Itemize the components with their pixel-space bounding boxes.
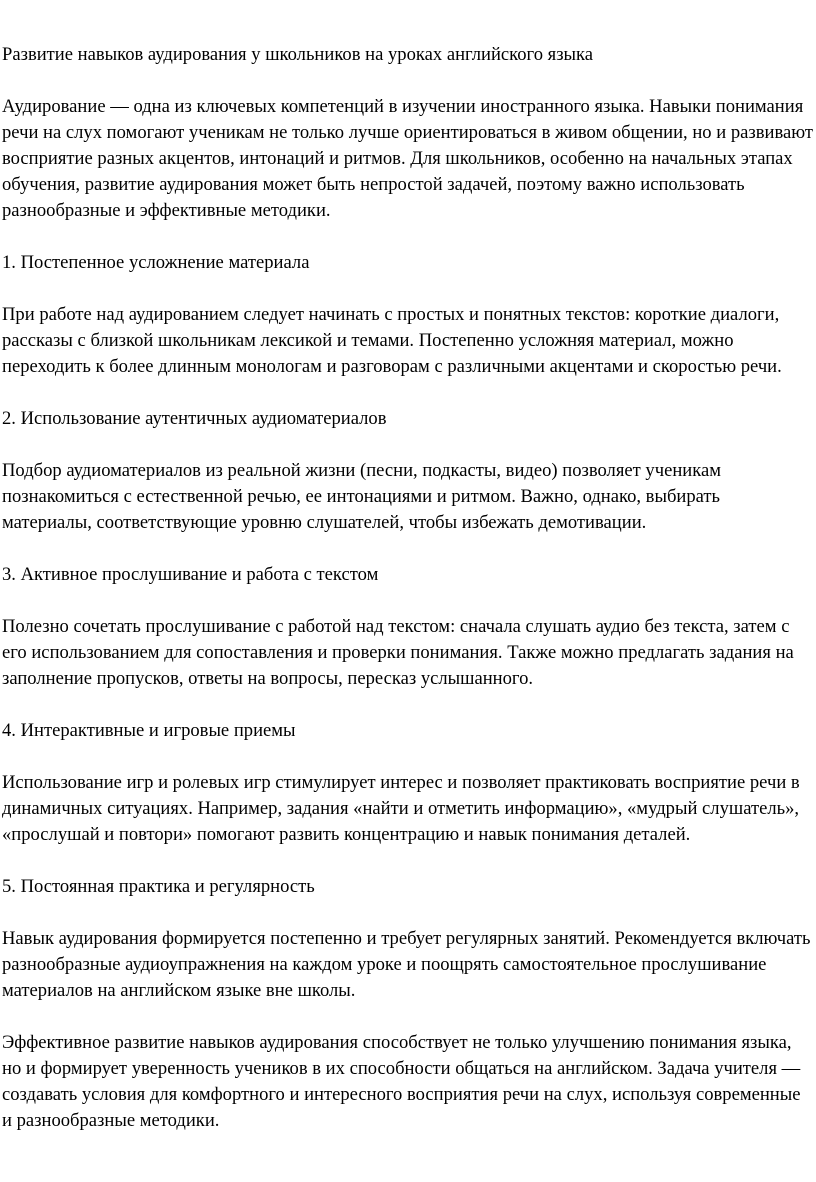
section-body-2: Подбор аудиоматериалов из реальной жизни (песни, подкасты, видео) позволяет ученикам познакомиться с естественной речью, ее интонациями и ритмом. Важно, однако, выбирать материалы, соответствующие уровню слушателей, чтобы избежать демотивации. — [2, 460, 721, 533]
document-title: Развитие навыков аудирования у школьников на уроках английского языка — [2, 44, 594, 65]
conclusion-paragraph: Эффективное развитие навыков аудирования способствует не только улучшению понимания языка, но и формирует уверенность учеников в их способности общаться на английском. Задача учителя — создавать условия для комфортного и интересного восприятия речи на слух, используя современные и разнообразные методики. — [2, 1032, 801, 1131]
section-heading-1: 1. Постепенное усложнение материала — [2, 252, 310, 273]
section-heading-5: 5. Постоянная практика и регулярность — [2, 876, 315, 897]
section-body-4: Использование игр и ролевых игр стимулирует интерес и позволяет практиковать восприятие речи в динамичных ситуациях. Например, задания «найти и отметить информацию», «мудрый слушатель», «прослушай и повтори» помогают развить концентрацию и навык понимания деталей. — [2, 772, 800, 845]
section-heading-3: 3. Активное прослушивание и работа с текстом — [2, 564, 379, 585]
section-heading-4: 4. Интерактивные и игровые приемы — [2, 720, 296, 741]
section-body-1: При работе над аудированием следует начинать с простых и понятных текстов: короткие диалоги, рассказы с близкой школьникам лексикой и темами. Постепенно усложняя материал, можно переходить к более длинным монологам и разговорам с различными акцентами и скоростью речи. — [2, 304, 782, 377]
section-body-5: Навык аудирования формируется постепенно и требует регулярных занятий. Рекомендуется включать разнообразные аудиоупражнения на каждом уроке и поощрять самостоятельное прослушивание материалов на английском языке вне школы. — [2, 928, 811, 1001]
intro-paragraph: Аудирование — одна из ключевых компетенций в изучении иностранного языка. Навыки понимания речи на слух помогают ученикам не только лучше ориентироваться в живом общении, но и развивают восприятие разных акцентов, интонаций и ритмов. Для школьников, особенно на начальных этапах обучения, развитие аудирования может быть непростой задачей, поэтому важно использовать разнообразные и эффективные методики. — [2, 96, 814, 221]
section-heading-2: 2. Использование аутентичных аудиоматериалов — [2, 408, 387, 429]
section-body-3: Полезно сочетать прослушивание с работой над текстом: сначала слушать аудио без текста, затем с его использованием для сопоставления и проверки понимания. Также можно предлагать задания на заполнение пропусков, ответы на вопросы, пересказ услышанного. — [2, 616, 794, 689]
